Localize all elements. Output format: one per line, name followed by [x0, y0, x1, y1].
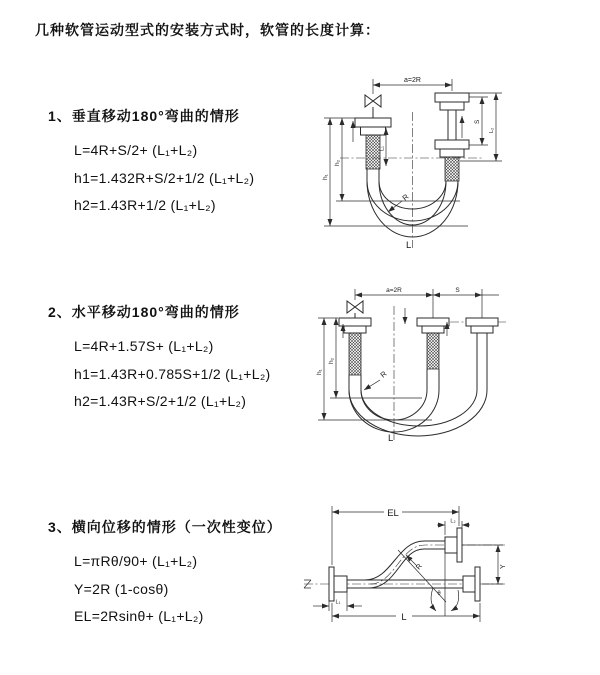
dim-label-r: R	[400, 192, 411, 203]
dim-label-l1: L₁	[379, 146, 386, 151]
right-pipe	[435, 93, 469, 181]
dim-label-h1: h₁	[316, 369, 323, 375]
dim-l1	[313, 592, 362, 611]
section-1-formula-h2: h2=1.43R+1/2 (L₁+L₂)	[74, 197, 216, 213]
dim-r	[406, 555, 424, 571]
dim-a2r	[373, 77, 452, 94]
s-curve-hose-position	[365, 528, 462, 588]
valve-icon	[365, 95, 381, 118]
dim-label-l2: L₂	[489, 127, 495, 133]
page-title: 几种软管运动型式的安装方式时，软管的长度计算：	[35, 22, 380, 38]
left-flange	[329, 567, 347, 601]
dim-label-y: Y	[500, 564, 507, 569]
left-pipe	[355, 118, 391, 181]
dim-label-a2r: a=2R	[386, 287, 402, 294]
dim-label-l: L	[388, 433, 394, 444]
section-1-formula-h1: h1=1.432R+S/2+1/2 (L₁+L₂)	[74, 169, 255, 186]
dim-s	[469, 97, 488, 145]
section-3-heading: 3、横向位移的情形（一次性变位）	[48, 519, 282, 535]
middle-pipe	[417, 318, 449, 390]
dim-theta	[398, 550, 459, 616]
dim-el	[332, 506, 459, 565]
hose-u-bends	[349, 390, 487, 436]
dim-label-theta: θ	[437, 591, 441, 597]
section-2-formula-h2: h2=1.43R+S/2+1/2 (L₁+L₂)	[74, 393, 247, 409]
section-1-heading: 1、垂直移动180°弯曲的情形	[48, 108, 240, 124]
dim-l2	[460, 93, 502, 161]
section-3-formula-Y: Y=2R (1-cosθ)	[74, 580, 169, 597]
dim-r	[364, 369, 389, 390]
section-2	[48, 302, 271, 416]
dim-label-l: L	[401, 612, 407, 623]
right-pipe	[466, 318, 498, 390]
section-2-heading: 2、水平移动180°弯曲的情形	[48, 304, 240, 320]
section-3-formula-L: L=πRθ/90+ (L₁+L₂)	[74, 553, 198, 569]
dim-label-r: R	[415, 562, 424, 572]
section-1	[48, 106, 254, 220]
diagram-vertical-180-bend	[310, 66, 590, 261]
dim-a2r	[355, 287, 499, 318]
dim-label-a2r: a=2R	[404, 77, 421, 84]
dim-h1	[316, 318, 432, 420]
dim-label-h2: h₂	[334, 159, 341, 166]
dim-label-s: S	[455, 287, 460, 294]
section-3-formula-EL: EL=2Rsinθ+ (L₁+L₂)	[74, 608, 204, 624]
dim-label-h2: h₂	[328, 357, 335, 364]
diagram-1-svg	[310, 66, 590, 261]
dim-label-h1: h₁	[322, 174, 329, 180]
section-2-formula-L: L=4R+1.57S+ (L₁+L₂)	[74, 338, 214, 354]
dim-label-l: L	[406, 240, 412, 251]
dim-l2	[437, 519, 470, 536]
left-pipe	[339, 318, 371, 390]
diagram-3-svg	[300, 492, 600, 642]
section-1-formula-L: L=4R+S/2+ (L₁+L₂)	[74, 142, 198, 158]
dim-label-s: S	[474, 119, 481, 124]
section-2-formula-h1: h1=1.43R+0.785S+1/2 (L₁+L₂)	[74, 365, 271, 382]
diagram-lateral-displacement	[300, 492, 600, 642]
section-3	[48, 517, 282, 631]
dim-h2	[328, 318, 422, 398]
valve-icon	[347, 301, 363, 318]
diagram-2-svg	[310, 278, 600, 448]
dim-label-l2: L₂	[450, 518, 456, 525]
dim-label-el: EL	[387, 508, 399, 519]
dim-label-r: R	[378, 369, 389, 380]
diagram-horizontal-180-bend	[310, 278, 600, 448]
dim-label-l1: L₁	[335, 599, 341, 606]
